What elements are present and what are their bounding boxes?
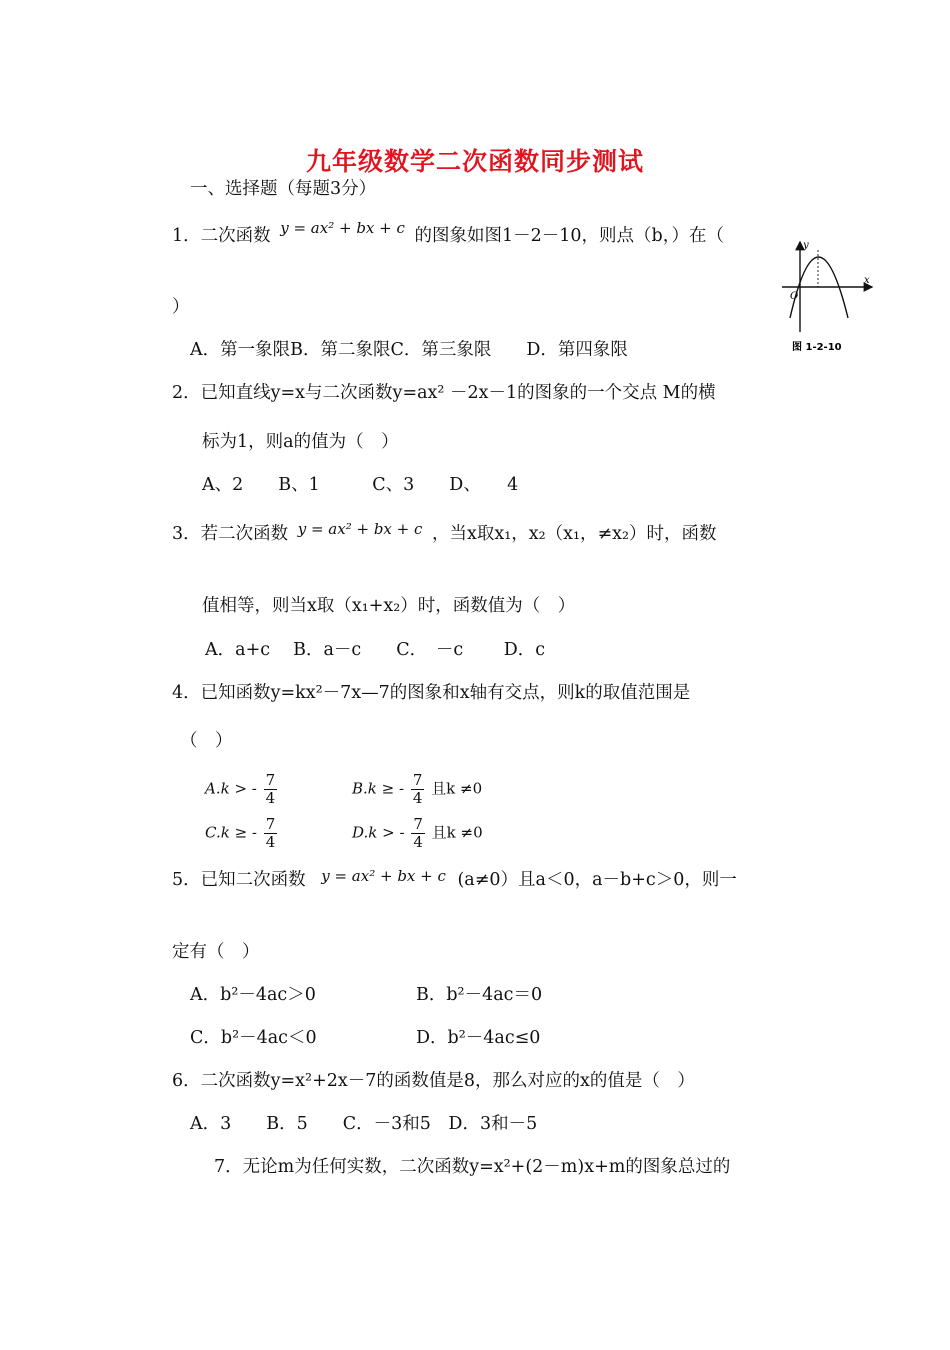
section-heading: 一、选择题（每题3分）	[190, 179, 377, 199]
option-b-condition: 且k ≠0	[431, 779, 483, 798]
question-5-option-a: A．b²－4ac＞0	[190, 985, 316, 1005]
question-4-option-c	[205, 816, 279, 851]
option-c-label: C.k ≥ -	[205, 823, 257, 842]
option-b-label: B.k ≥ -	[352, 779, 405, 798]
option-a-label: A.k > -	[205, 779, 257, 798]
question-1-options: A．第一象限B．第二象限C．第三象限 D．第四象限	[190, 340, 628, 360]
question-5-suffix: (a≠0）且a＜0，a－b+c＞0，则一	[457, 870, 737, 890]
question-2-options: A、2 B、1 C、3 D、 4	[202, 475, 519, 495]
question-6: 6．二次函数y=x²+2x－7的函数值是8，那么对应的x的值是（ ）	[172, 1071, 695, 1091]
fraction: $\frac{7}{4}$	[412, 771, 423, 807]
fraction: $\frac{7}{4}$	[265, 815, 276, 851]
question-5-option-d: D．b²－4ac≤0	[416, 1028, 541, 1048]
question-5-continuation: 定有（ ）	[172, 942, 260, 962]
question-3	[172, 520, 717, 545]
question-1	[172, 219, 724, 247]
question-4-option-d	[352, 816, 483, 851]
question-5-prefix: 5．已知二次函数	[172, 870, 306, 890]
question-3-suffix: ，当x取x₁，x₂（x₁，≠x₂）时，函数	[431, 524, 717, 544]
question-6-options: A．3 B．5 C．－3和5 D．3和－5	[190, 1114, 538, 1134]
question-5	[172, 869, 737, 891]
question-3-formula: y = ax² + bx + c	[297, 520, 423, 538]
page-title: 九年级数学二次函数同步测试	[305, 147, 644, 176]
question-4-continuation: （ ）	[180, 731, 233, 751]
option-d-condition: 且k ≠0	[431, 823, 483, 842]
question-4: 4．已知函数y=kx²－7x—7的图象和x轴有交点，则k的取值范围是	[172, 683, 691, 703]
figure-caption: 图 1-2-10	[792, 342, 842, 353]
origin-label: O	[790, 291, 799, 302]
question-3-continuation: 值相等，则当x取（x₁+x₂）时，函数值为（ ）	[202, 596, 576, 616]
fraction: $\frac{7}{4}$	[265, 771, 276, 807]
question-1-continuation: ）	[172, 297, 190, 317]
question-5-option-c: C．b²－4ac＜0	[190, 1028, 317, 1048]
axis-label-y: y	[803, 240, 809, 251]
question-4-option-a	[205, 772, 279, 807]
question-7: 7．无论m为任何实数，二次函数y=x²+(2－m)x+m的图象总过的	[214, 1157, 731, 1177]
parabola-figure	[778, 236, 876, 358]
question-3-prefix: 3．若二次函数	[172, 524, 289, 544]
fraction: $\frac{7}{4}$	[413, 815, 423, 851]
question-5-option-b: B．b²－4ac＝0	[416, 985, 543, 1005]
question-1-prefix: 1．二次函数	[172, 226, 271, 246]
question-2: 2．已知直线y=x与二次函数y=ax² －2x－1的图象的一个交点 M的横	[172, 383, 716, 403]
option-d-label: D.k > -	[352, 823, 405, 842]
question-2-continuation: 标为1，则a的值为（ ）	[202, 432, 399, 452]
question-4-option-b	[352, 772, 482, 807]
question-1-suffix: 的图象如图1－2－10，则点（b，）在（	[414, 226, 724, 246]
question-1-formula: y = ax² + bx + c	[280, 219, 405, 237]
axis-label-x: x	[864, 275, 870, 286]
question-3-options: A．a+c B．a－c C． －c D．c	[205, 640, 546, 660]
question-5-formula: y = ax² + bx + c	[321, 867, 446, 885]
